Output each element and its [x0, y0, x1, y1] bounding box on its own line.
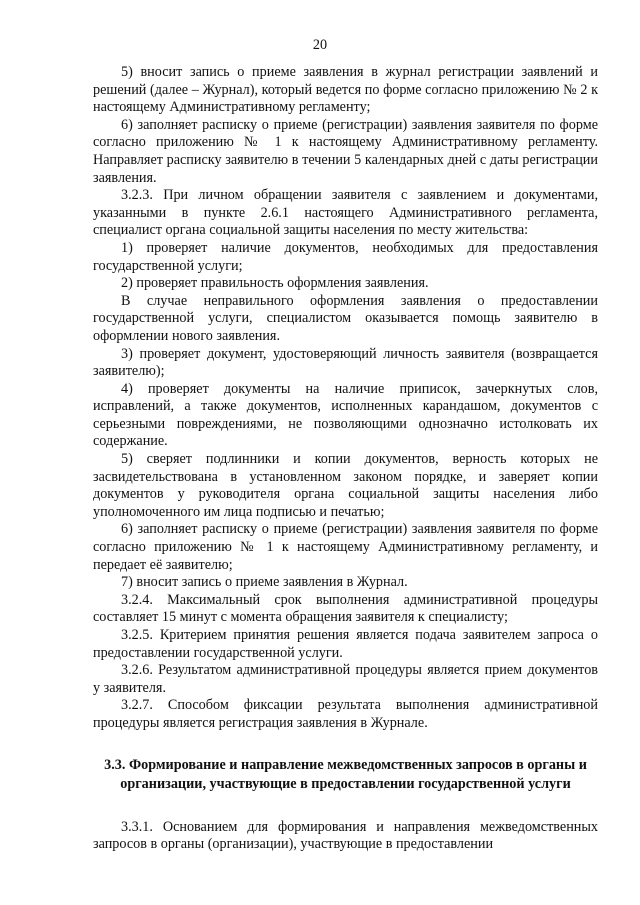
- paragraph: 5) вносит запись о приеме заявления в журнал регистрации заявлений и решений (далее – Журнал), который ведется по форме согласно приложению № 2 к настоящему Административному регламенту;: [93, 64, 598, 116]
- paragraph: 2) проверяет правильность оформления заявления.: [121, 275, 429, 292]
- paragraph: 3.2.3. При личном обращении заявителя с заявлением и документами, указанными в пункте 2.6.1 настоящего Административного регламента, специалист органа социальной защиты населения по месту жительства:: [93, 187, 598, 239]
- paragraph: 5) сверяет подлинники и копии документов, верность которых не засвидетельствована в установленном законом порядке, и заверяет копии документов у руководителя органа социальной защиты населения либо уполномоченного им лица подписью и печатью;: [93, 451, 598, 520]
- paragraph: 3) проверяет документ, удостоверяющий личность заявителя (возвращается заявителю);: [93, 345, 598, 380]
- paragraph: В случае неправильного оформления заявления о предоставлении государственной услуги, специалистом оказывается помощь заявителю в оформлении нового заявления.: [93, 292, 598, 344]
- paragraph: 3.2.4. Максимальный срок выполнения административной процедуры составляет 15 минут с момента обращения заявителя к специалисту;: [93, 591, 598, 626]
- paragraph: 3.3.1. Основанием для формирования и направления межведомственных запросов в органы (организации), участвующие в предоставлении: [93, 818, 598, 853]
- paragraph: 3.2.5. Критерием принятия решения является подача заявителем запроса о предоставлении государственной услуги.: [93, 627, 598, 661]
- section-heading: 3.3. Формирование и направление межведомственных запросов в органы и организации, участвующие в предоставлении государственной услуги: [104, 756, 587, 792]
- paragraph: 3.2.6. Результатом административной процедуры является прием документов у заявителя.: [93, 662, 598, 696]
- page-number: 20: [312, 37, 328, 53]
- paragraph: 1) проверяет наличие документов, необходимых для предоставления государственной услуги;: [93, 239, 598, 274]
- paragraph: 7) вносит запись о приеме заявления в Журнал.: [121, 574, 408, 591]
- paragraph: 6) заполняет расписку о приеме (регистрации) заявления заявителя по форме согласно приложению № 1 к настоящему Административному регламенту, и передает её заявителю;: [93, 521, 598, 573]
- document-body: [93, 64, 598, 854]
- paragraph: 6) заполняет расписку о приеме (регистрации) заявления заявителя по форме согласно приложению № 1 к настоящему Административному регламенту. Направляет расписку заявителю в течении 5 календарных дней с даты регистрации заявления.: [93, 116, 598, 186]
- paragraph: 4) проверяет документы на наличие приписок, зачеркнутых слов, исправлений, а также документов, исполненных карандашом, документов с серьезными повреждениями, не позволяющими однозначно истолковать их содержание.: [93, 380, 598, 450]
- paragraph: 3.2.7. Способом фиксации результата выполнения административной процедуры является регистрация заявления в Журнале.: [93, 697, 598, 731]
